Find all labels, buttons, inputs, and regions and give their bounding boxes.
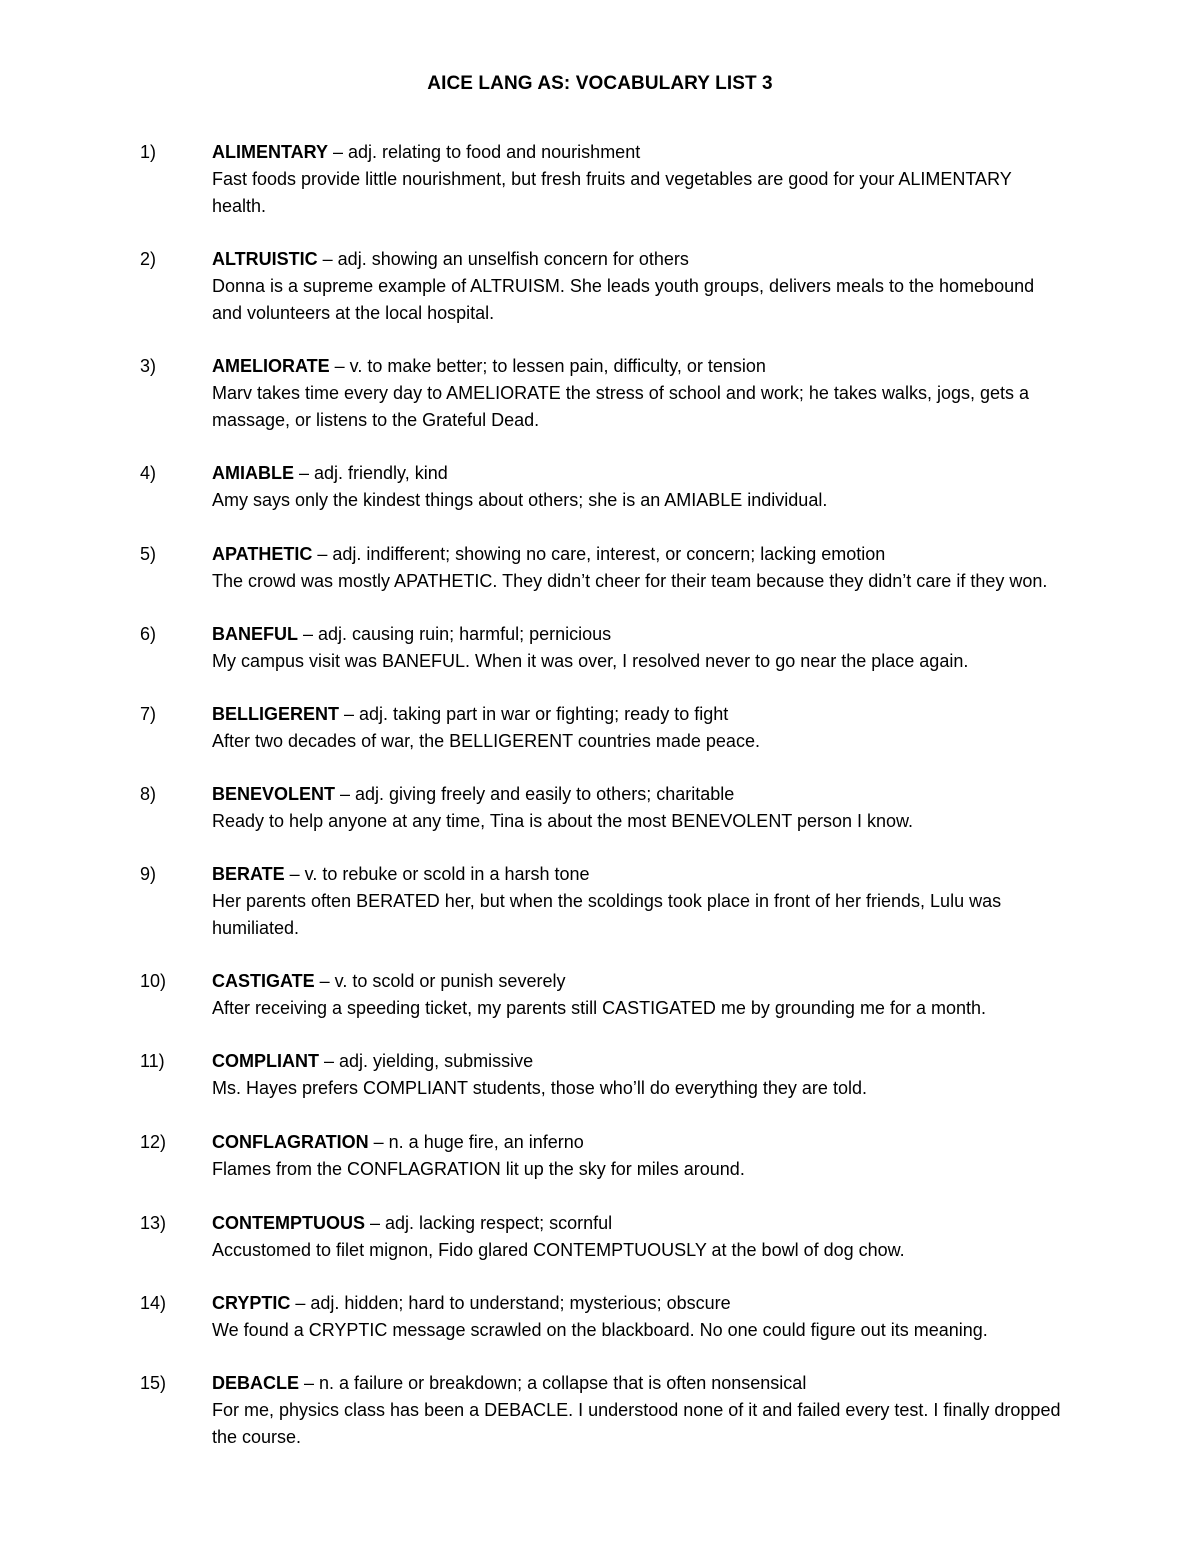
entry-term: CONTEMPTUOUS bbox=[212, 1213, 365, 1233]
entry-body bbox=[212, 1370, 1062, 1451]
entry-definition: – v. to make better; to lessen pain, difficulty, or tension bbox=[329, 356, 766, 376]
entry-number: 10) bbox=[140, 971, 167, 991]
entry-term: CRYPTIC bbox=[212, 1293, 291, 1313]
entry-definition: – adj. friendly, kind bbox=[294, 463, 448, 483]
entry-body bbox=[212, 1129, 1062, 1183]
entry-number: 2) bbox=[140, 249, 157, 269]
entry-example: Marv takes time every day to AMELIORATE the stress of school and work; he takes walks, jogs, gets a massage, or listens to the Grateful Dead. bbox=[212, 383, 1030, 430]
entry-definition: – adj. relating to food and nourishment bbox=[328, 142, 641, 162]
entry-body bbox=[212, 1210, 1062, 1264]
entry-example: For me, physics class has been a DEBACLE. I understood none of it and failed every test. I finally dropped the course. bbox=[212, 1400, 1061, 1447]
entry-term: BELLIGERENT bbox=[212, 704, 340, 724]
entry-number: 15) bbox=[140, 1373, 167, 1393]
entry-definition: – adj. yielding, submissive bbox=[319, 1051, 534, 1071]
entry-body bbox=[212, 246, 1062, 327]
entry-number: 13) bbox=[140, 1213, 167, 1233]
entry-number: 9) bbox=[140, 864, 157, 884]
entry-number: 11) bbox=[140, 1051, 165, 1071]
entry-body bbox=[212, 968, 1062, 1022]
entry-number: 8) bbox=[140, 784, 157, 804]
entry-term: BERATE bbox=[212, 864, 285, 884]
entry-body bbox=[212, 1290, 1062, 1344]
entry-example: Amy says only the kindest things about others; she is an AMIABLE individual. bbox=[212, 490, 828, 510]
entry-term: BANEFUL bbox=[212, 624, 298, 644]
entry-example: Donna is a supreme example of ALTRUISM. She leads youth groups, delivers meals to the homebound and volunteers at the local hospital. bbox=[212, 276, 1035, 323]
entry-body bbox=[212, 460, 1062, 514]
entry-number: 7) bbox=[140, 704, 157, 724]
entry-definition: – adj. indifferent; showing no care, interest, or concern; lacking emotion bbox=[312, 544, 886, 564]
entry-term: BENEVOLENT bbox=[212, 784, 336, 804]
entry-body bbox=[212, 861, 1062, 942]
entry-definition: – adj. lacking respect; scornful bbox=[365, 1213, 613, 1233]
entry-term: CASTIGATE bbox=[212, 971, 315, 991]
entry-example: My campus visit was BANEFUL. When it was over, I resolved never to go near the place again. bbox=[212, 651, 969, 671]
entry-body bbox=[212, 621, 1062, 675]
entry-definition: – v. to scold or punish severely bbox=[314, 971, 566, 991]
entry-definition: – n. a huge fire, an inferno bbox=[368, 1132, 584, 1152]
entry-term: ALTRUISTIC bbox=[212, 249, 318, 269]
entry-body bbox=[212, 139, 1062, 220]
entry-number: 3) bbox=[140, 356, 157, 376]
entry-definition: – v. to rebuke or scold in a harsh tone bbox=[284, 864, 590, 884]
entry-term: ALIMENTARY bbox=[212, 142, 328, 162]
entry-number: 6) bbox=[140, 624, 157, 644]
entry-number: 4) bbox=[140, 463, 157, 483]
entry-number: 1) bbox=[140, 142, 157, 162]
entry-definition: – adj. causing ruin; harmful; pernicious bbox=[298, 624, 612, 644]
entry-body bbox=[212, 541, 1112, 595]
entry-example: Her parents often BERATED her, but when the scoldings took place in front of her friends, Lulu was humiliated. bbox=[212, 891, 1002, 938]
entry-number: 5) bbox=[140, 544, 157, 564]
entry-example: Accustomed to filet mignon, Fido glared CONTEMPTUOUSLY at the bowl of dog chow. bbox=[212, 1240, 905, 1260]
entry-example: After two decades of war, the BELLIGERENT countries made peace. bbox=[212, 731, 760, 751]
entry-term: AMIABLE bbox=[212, 463, 294, 483]
entry-example: After receiving a speeding ticket, my parents still CASTIGATED me by grounding me for a month. bbox=[212, 998, 986, 1018]
page-title: AICE LANG AS: VOCABULARY LIST 3 bbox=[427, 73, 773, 94]
entry-body bbox=[212, 353, 1062, 434]
entry-term: AMELIORATE bbox=[212, 356, 330, 376]
entry-term: APATHETIC bbox=[212, 544, 313, 564]
entry-definition: – n. a failure or breakdown; a collapse that is often nonsensical bbox=[299, 1373, 807, 1393]
entry-example: Flames from the CONFLAGRATION lit up the sky for miles around. bbox=[212, 1159, 745, 1179]
entry-term: COMPLIANT bbox=[212, 1051, 319, 1071]
entry-definition: – adj. hidden; hard to understand; mysterious; obscure bbox=[290, 1293, 731, 1313]
entry-body bbox=[212, 701, 1062, 755]
entry-example: We found a CRYPTIC message scrawled on the blackboard. No one could figure out its meaning. bbox=[212, 1320, 988, 1340]
entry-term: DEBACLE bbox=[212, 1373, 300, 1393]
entry-number: 14) bbox=[140, 1293, 167, 1313]
entry-definition: – adj. showing an unselfish concern for others bbox=[317, 249, 689, 269]
entry-example: Fast foods provide little nourishment, but fresh fruits and vegetables are good for your ALIMENTARY health. bbox=[212, 169, 1012, 216]
entry-example: Ready to help anyone at any time, Tina is about the most BENEVOLENT person I know. bbox=[212, 811, 914, 831]
entry-definition: – adj. taking part in war or fighting; ready to fight bbox=[339, 704, 729, 724]
entry-definition: – adj. giving freely and easily to others; charitable bbox=[335, 784, 735, 804]
entry-body bbox=[212, 781, 1062, 835]
entry-term: CONFLAGRATION bbox=[212, 1132, 369, 1152]
entry-example: The crowd was mostly APATHETIC. They didn’t cheer for their team because they didn’t care if they won. bbox=[212, 571, 1048, 591]
entry-number: 12) bbox=[140, 1132, 167, 1152]
entry-body bbox=[212, 1048, 1062, 1102]
entry-example: Ms. Hayes prefers COMPLIANT students, those who’ll do everything they are told. bbox=[212, 1078, 867, 1098]
